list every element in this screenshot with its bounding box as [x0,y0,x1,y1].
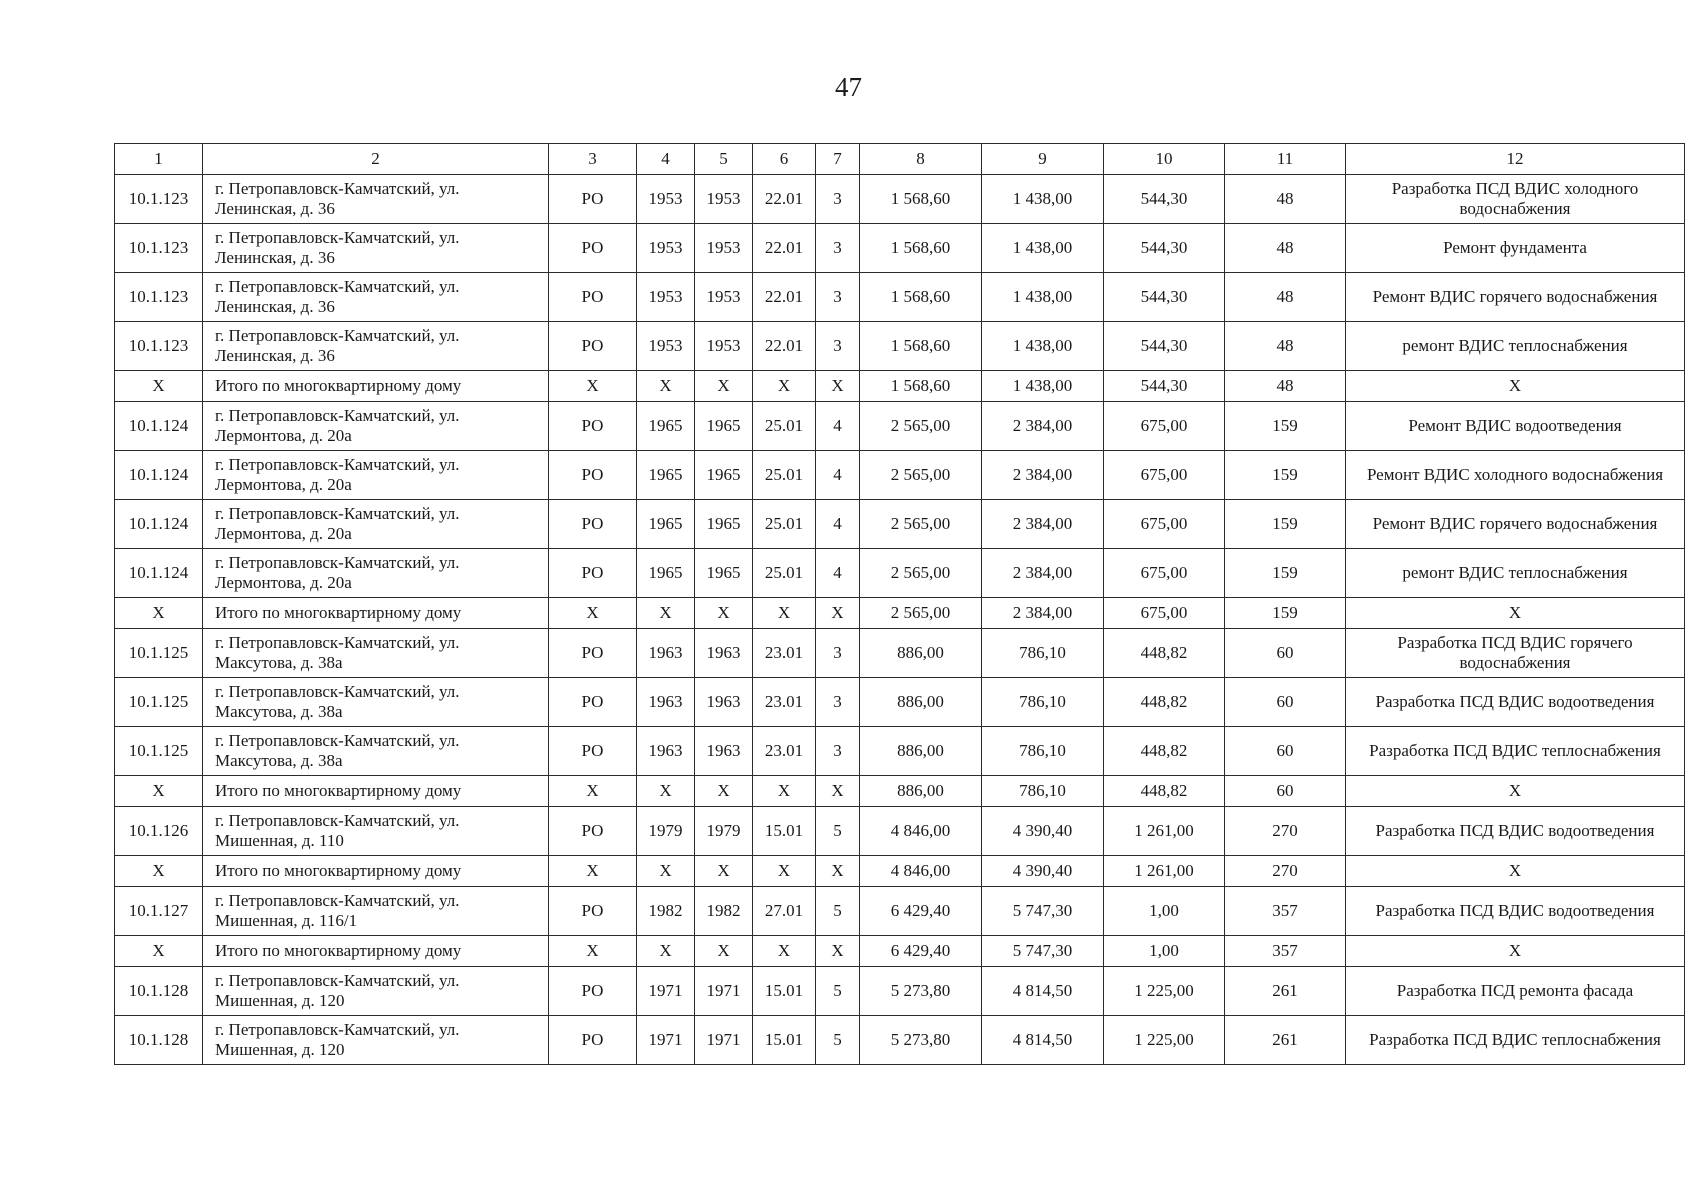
table-body [115,175,1685,1065]
wall-material-cell: 25.01 [753,549,816,598]
floors-cell: 3 [816,629,860,678]
owner-type-cell: РО [549,727,637,776]
year-built-cell: 1963 [637,678,695,727]
year-commissioned-cell: 1971 [695,1016,753,1065]
wall-material-cell: 23.01 [753,629,816,678]
row-number-cell: 10.1.126 [115,807,203,856]
total-area-cell: 5 273,80 [860,967,982,1016]
year-built-cell: Х [637,776,695,807]
residents-cell: 270 [1225,807,1346,856]
living-area-cell: 4 390,40 [982,856,1104,887]
wall-material-cell: 15.01 [753,807,816,856]
work-type-cell: ремонт ВДИС теплоснабжения [1346,549,1685,598]
row-number-cell: 10.1.128 [115,1016,203,1065]
work-type-cell: Ремонт ВДИС горячего водоснабжения [1346,273,1685,322]
total-area-cell: 2 565,00 [860,451,982,500]
total-row [115,371,1685,402]
row-number-cell: 10.1.128 [115,967,203,1016]
wall-material-cell: Х [753,371,816,402]
nonliving-area-cell: 675,00 [1104,549,1225,598]
owner-type-cell: РО [549,678,637,727]
residents-cell: 48 [1225,175,1346,224]
total-area-cell: 1 568,60 [860,224,982,273]
address-cell: г. Петропавловск-Камчатский, ул. Лермонтова, д. 20а [203,500,549,549]
year-commissioned-cell: 1965 [695,500,753,549]
year-commissioned-cell: 1953 [695,273,753,322]
year-commissioned-cell: 1979 [695,807,753,856]
living-area-cell: 5 747,30 [982,936,1104,967]
work-type-cell: Ремонт ВДИС горячего водоснабжения [1346,500,1685,549]
owner-type-cell: РО [549,967,637,1016]
row-number-cell: 10.1.124 [115,549,203,598]
address-cell: г. Петропавловск-Камчатский, ул. Мишенная, д. 116/1 [203,887,549,936]
floors-cell: Х [816,776,860,807]
address-cell: г. Петропавловск-Камчатский, ул. Лермонтова, д. 20а [203,549,549,598]
table-row [115,678,1685,727]
floors-cell: 5 [816,887,860,936]
row-number-cell: Х [115,776,203,807]
year-built-cell: 1965 [637,500,695,549]
residents-cell: 48 [1225,273,1346,322]
residents-cell: 357 [1225,887,1346,936]
total-area-cell: 1 568,60 [860,371,982,402]
owner-type-cell: Х [549,776,637,807]
table-row [115,967,1685,1016]
header-row [115,144,1685,175]
total-area-cell: 2 565,00 [860,402,982,451]
total-label-cell: Итого по многоквартирному дому [203,776,549,807]
year-built-cell: Х [637,598,695,629]
row-number-cell: Х [115,936,203,967]
total-area-cell: 2 565,00 [860,598,982,629]
row-number-cell: Х [115,371,203,402]
living-area-cell: 1 438,00 [982,224,1104,273]
total-area-cell: 886,00 [860,629,982,678]
floors-cell: 5 [816,1016,860,1065]
row-number-cell: 10.1.123 [115,175,203,224]
address-cell: г. Петропавловск-Камчатский, ул. Мишенная, д. 120 [203,967,549,1016]
floors-cell: Х [816,598,860,629]
table-row [115,322,1685,371]
table-row [115,549,1685,598]
floors-cell: 3 [816,678,860,727]
address-cell: г. Петропавловск-Камчатский, ул. Ленинская, д. 36 [203,273,549,322]
residents-cell: 270 [1225,856,1346,887]
row-number-cell: 10.1.123 [115,224,203,273]
owner-type-cell: РО [549,224,637,273]
floors-cell: 4 [816,549,860,598]
year-built-cell: 1965 [637,549,695,598]
row-number-cell: Х [115,856,203,887]
owner-type-cell: РО [549,887,637,936]
work-type-cell: Ремонт ВДИС водоотведения [1346,402,1685,451]
work-type-cell: Х [1346,598,1685,629]
owner-type-cell: РО [549,322,637,371]
total-area-cell: 1 568,60 [860,175,982,224]
total-area-cell: 4 846,00 [860,856,982,887]
nonliving-area-cell: 448,82 [1104,727,1225,776]
owner-type-cell: Х [549,371,637,402]
floors-cell: 4 [816,402,860,451]
floors-cell: 3 [816,727,860,776]
year-commissioned-cell: 1953 [695,175,753,224]
living-area-cell: 2 384,00 [982,549,1104,598]
year-built-cell: 1953 [637,175,695,224]
row-number-cell: 10.1.125 [115,629,203,678]
column-header-8: 8 [860,144,982,175]
living-area-cell: 1 438,00 [982,175,1104,224]
year-built-cell: 1971 [637,967,695,1016]
owner-type-cell: Х [549,856,637,887]
wall-material-cell: 25.01 [753,500,816,549]
nonliving-area-cell: 1 225,00 [1104,967,1225,1016]
column-header-1: 1 [115,144,203,175]
nonliving-area-cell: 448,82 [1104,776,1225,807]
year-built-cell: Х [637,371,695,402]
row-number-cell: 10.1.124 [115,451,203,500]
total-row [115,776,1685,807]
owner-type-cell: РО [549,629,637,678]
table-row [115,451,1685,500]
year-commissioned-cell: 1965 [695,549,753,598]
total-label-cell: Итого по многоквартирному дому [203,371,549,402]
address-cell: г. Петропавловск-Камчатский, ул. Ленинская, д. 36 [203,322,549,371]
living-area-cell: 786,10 [982,727,1104,776]
column-header-10: 10 [1104,144,1225,175]
residents-cell: 159 [1225,549,1346,598]
owner-type-cell: РО [549,451,637,500]
address-cell: г. Петропавловск-Камчатский, ул. Ленинская, д. 36 [203,175,549,224]
owner-type-cell: РО [549,549,637,598]
total-area-cell: 2 565,00 [860,500,982,549]
wall-material-cell: Х [753,936,816,967]
living-area-cell: 5 747,30 [982,887,1104,936]
living-area-cell: 4 390,40 [982,807,1104,856]
living-area-cell: 4 814,50 [982,967,1104,1016]
table-row [115,1016,1685,1065]
floors-cell: 3 [816,224,860,273]
work-type-cell: ремонт ВДИС теплоснабжения [1346,322,1685,371]
total-area-cell: 2 565,00 [860,549,982,598]
year-built-cell: 1953 [637,322,695,371]
living-area-cell: 786,10 [982,629,1104,678]
work-type-cell: Разработка ПСД ремонта фасада [1346,967,1685,1016]
row-number-cell: 10.1.125 [115,678,203,727]
total-row [115,856,1685,887]
wall-material-cell: 25.01 [753,451,816,500]
residents-cell: 261 [1225,1016,1346,1065]
table-row [115,175,1685,224]
row-number-cell: Х [115,598,203,629]
work-type-cell: Х [1346,856,1685,887]
living-area-cell: 1 438,00 [982,322,1104,371]
floors-cell: 3 [816,175,860,224]
work-type-cell: Разработка ПСД ВДИС водоотведения [1346,678,1685,727]
work-type-cell: Разработка ПСД ВДИС горячего водоснабжения [1346,629,1685,678]
total-label-cell: Итого по многоквартирному дому [203,598,549,629]
work-type-cell: Х [1346,936,1685,967]
nonliving-area-cell: 1,00 [1104,887,1225,936]
table-row [115,273,1685,322]
year-built-cell: Х [637,936,695,967]
nonliving-area-cell: 1 225,00 [1104,1016,1225,1065]
address-cell: г. Петропавловск-Камчатский, ул. Мишенная, д. 110 [203,807,549,856]
work-type-cell: Х [1346,371,1685,402]
wall-material-cell: Х [753,776,816,807]
year-commissioned-cell: Х [695,776,753,807]
work-type-cell: Ремонт ВДИС холодного водоснабжения [1346,451,1685,500]
column-header-3: 3 [549,144,637,175]
residents-cell: 159 [1225,402,1346,451]
total-area-cell: 6 429,40 [860,887,982,936]
wall-material-cell: Х [753,598,816,629]
column-header-11: 11 [1225,144,1346,175]
residents-cell: 261 [1225,967,1346,1016]
total-area-cell: 6 429,40 [860,936,982,967]
owner-type-cell: РО [549,273,637,322]
year-commissioned-cell: 1965 [695,402,753,451]
wall-material-cell: 22.01 [753,273,816,322]
total-row [115,598,1685,629]
living-area-cell: 786,10 [982,678,1104,727]
address-cell: г. Петропавловск-Камчатский, ул. Лермонтова, д. 20а [203,402,549,451]
floors-cell: 3 [816,322,860,371]
residents-cell: 159 [1225,500,1346,549]
floors-cell: Х [816,856,860,887]
address-cell: г. Петропавловск-Камчатский, ул. Максутова, д. 38а [203,678,549,727]
row-number-cell: 10.1.124 [115,500,203,549]
total-area-cell: 886,00 [860,776,982,807]
year-built-cell: 1982 [637,887,695,936]
year-commissioned-cell: Х [695,936,753,967]
year-built-cell: 1979 [637,807,695,856]
year-commissioned-cell: Х [695,856,753,887]
year-commissioned-cell: Х [695,598,753,629]
column-header-6: 6 [753,144,816,175]
residents-cell: 60 [1225,727,1346,776]
row-number-cell: 10.1.123 [115,322,203,371]
work-type-cell: Разработка ПСД ВДИС теплоснабжения [1346,1016,1685,1065]
year-commissioned-cell: 1963 [695,727,753,776]
wall-material-cell: 22.01 [753,175,816,224]
year-commissioned-cell: 1971 [695,967,753,1016]
residents-cell: 60 [1225,776,1346,807]
residents-cell: 159 [1225,451,1346,500]
nonliving-area-cell: 448,82 [1104,678,1225,727]
living-area-cell: 2 384,00 [982,451,1104,500]
address-cell: г. Петропавловск-Камчатский, ул. Максутова, д. 38а [203,629,549,678]
year-commissioned-cell: Х [695,371,753,402]
residents-cell: 48 [1225,322,1346,371]
wall-material-cell: 27.01 [753,887,816,936]
total-area-cell: 4 846,00 [860,807,982,856]
residents-cell: 60 [1225,678,1346,727]
wall-material-cell: 23.01 [753,678,816,727]
nonliving-area-cell: 1 261,00 [1104,856,1225,887]
table-row [115,629,1685,678]
total-area-cell: 886,00 [860,727,982,776]
nonliving-area-cell: 544,30 [1104,224,1225,273]
address-cell: г. Петропавловск-Камчатский, ул. Максутова, д. 38а [203,727,549,776]
table-row [115,887,1685,936]
work-type-cell: Х [1346,776,1685,807]
living-area-cell: 1 438,00 [982,371,1104,402]
year-built-cell: 1965 [637,451,695,500]
owner-type-cell: Х [549,936,637,967]
row-number-cell: 10.1.125 [115,727,203,776]
year-built-cell: 1965 [637,402,695,451]
total-area-cell: 1 568,60 [860,273,982,322]
year-built-cell: Х [637,856,695,887]
total-row [115,936,1685,967]
nonliving-area-cell: 675,00 [1104,500,1225,549]
wall-material-cell: 15.01 [753,967,816,1016]
owner-type-cell: РО [549,807,637,856]
floors-cell: Х [816,371,860,402]
owner-type-cell: РО [549,1016,637,1065]
living-area-cell: 786,10 [982,776,1104,807]
year-built-cell: 1971 [637,1016,695,1065]
table-row [115,807,1685,856]
nonliving-area-cell: 1,00 [1104,936,1225,967]
column-header-5: 5 [695,144,753,175]
owner-type-cell: Х [549,598,637,629]
residents-cell: 48 [1225,371,1346,402]
floors-cell: 5 [816,807,860,856]
work-type-cell: Ремонт фундамента [1346,224,1685,273]
work-type-cell: Разработка ПСД ВДИС водоотведения [1346,887,1685,936]
residents-cell: 48 [1225,224,1346,273]
year-commissioned-cell: 1982 [695,887,753,936]
table-row [115,224,1685,273]
work-type-cell: Разработка ПСД ВДИС холодного водоснабжения [1346,175,1685,224]
nonliving-area-cell: 544,30 [1104,175,1225,224]
address-cell: г. Петропавловск-Камчатский, ул. Мишенная, д. 120 [203,1016,549,1065]
owner-type-cell: РО [549,500,637,549]
floors-cell: 4 [816,500,860,549]
wall-material-cell: 23.01 [753,727,816,776]
wall-material-cell: 22.01 [753,224,816,273]
work-type-cell: Разработка ПСД ВДИС теплоснабжения [1346,727,1685,776]
table-row [115,727,1685,776]
year-commissioned-cell: 1963 [695,629,753,678]
nonliving-area-cell: 1 261,00 [1104,807,1225,856]
owner-type-cell: РО [549,175,637,224]
total-area-cell: 886,00 [860,678,982,727]
residents-cell: 60 [1225,629,1346,678]
column-header-9: 9 [982,144,1104,175]
living-area-cell: 1 438,00 [982,273,1104,322]
nonliving-area-cell: 448,82 [1104,629,1225,678]
row-number-cell: 10.1.124 [115,402,203,451]
nonliving-area-cell: 675,00 [1104,598,1225,629]
floors-cell: 5 [816,967,860,1016]
year-built-cell: 1963 [637,629,695,678]
nonliving-area-cell: 544,30 [1104,273,1225,322]
year-commissioned-cell: 1965 [695,451,753,500]
year-built-cell: 1963 [637,727,695,776]
wall-material-cell: 15.01 [753,1016,816,1065]
living-area-cell: 2 384,00 [982,500,1104,549]
living-area-cell: 2 384,00 [982,598,1104,629]
year-commissioned-cell: 1953 [695,322,753,371]
year-commissioned-cell: 1953 [695,224,753,273]
column-header-2: 2 [203,144,549,175]
wall-material-cell: 25.01 [753,402,816,451]
column-header-12: 12 [1346,144,1685,175]
floors-cell: 4 [816,451,860,500]
total-label-cell: Итого по многоквартирному дому [203,856,549,887]
living-area-cell: 2 384,00 [982,402,1104,451]
wall-material-cell: Х [753,856,816,887]
year-built-cell: 1953 [637,273,695,322]
living-area-cell: 4 814,50 [982,1016,1104,1065]
owner-type-cell: РО [549,402,637,451]
year-commissioned-cell: 1963 [695,678,753,727]
row-number-cell: 10.1.127 [115,887,203,936]
floors-cell: 3 [816,273,860,322]
total-label-cell: Итого по многоквартирному дому [203,936,549,967]
residents-cell: 357 [1225,936,1346,967]
nonliving-area-cell: 544,30 [1104,322,1225,371]
nonliving-area-cell: 675,00 [1104,402,1225,451]
table-row [115,500,1685,549]
nonliving-area-cell: 544,30 [1104,371,1225,402]
total-area-cell: 1 568,60 [860,322,982,371]
address-cell: г. Петропавловск-Камчатский, ул. Лермонтова, д. 20а [203,451,549,500]
address-cell: г. Петропавловск-Камчатский, ул. Ленинская, д. 36 [203,224,549,273]
row-number-cell: 10.1.123 [115,273,203,322]
table-header [115,144,1685,175]
repair-program-table [114,143,1685,1065]
total-area-cell: 5 273,80 [860,1016,982,1065]
residents-cell: 159 [1225,598,1346,629]
table-row [115,402,1685,451]
nonliving-area-cell: 675,00 [1104,451,1225,500]
work-type-cell: Разработка ПСД ВДИС водоотведения [1346,807,1685,856]
column-header-7: 7 [816,144,860,175]
year-built-cell: 1953 [637,224,695,273]
page-number: 47 [835,72,862,102]
column-header-4: 4 [637,144,695,175]
wall-material-cell: 22.01 [753,322,816,371]
floors-cell: Х [816,936,860,967]
